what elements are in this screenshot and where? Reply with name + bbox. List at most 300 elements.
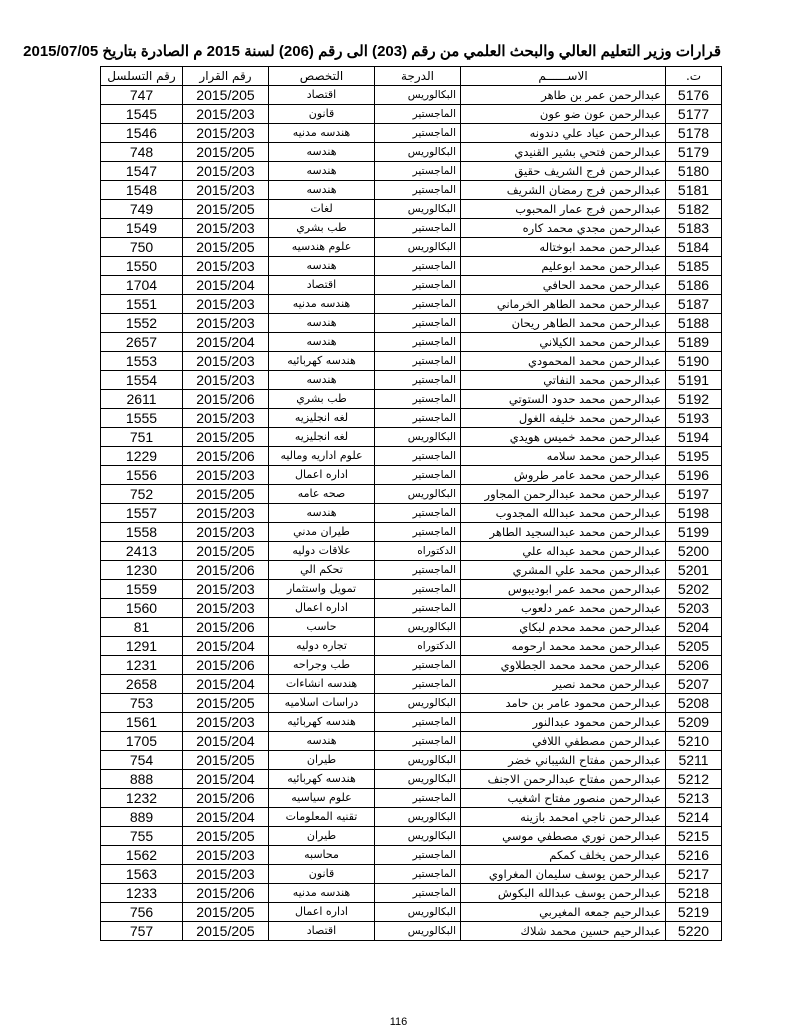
cell-serial: 5200 [666, 542, 722, 561]
cell-degree: الماجستير [375, 884, 461, 903]
table-row [101, 523, 722, 542]
cell-name: عبدالرحمن محمد علي المشري [461, 561, 666, 580]
cell-decision-number: 2015/205 [183, 200, 269, 219]
cell-decision-number: 2015/206 [183, 390, 269, 409]
cell-name: عبدالرحمن فرج الشريف حقيق [461, 162, 666, 181]
table-row [101, 86, 722, 105]
cell-serial: 5203 [666, 599, 722, 618]
cell-sequence-number: 752 [101, 485, 183, 504]
cell-name: عبدالرحمن محمد المحمودي [461, 352, 666, 371]
cell-serial: 5217 [666, 865, 722, 884]
table-row [101, 162, 722, 181]
cell-specialization: طيران [269, 751, 375, 770]
cell-serial: 5186 [666, 276, 722, 295]
cell-decision-number: 2015/203 [183, 409, 269, 428]
cell-specialization: قانون [269, 105, 375, 124]
cell-degree: الماجستير [375, 504, 461, 523]
cell-serial: 5176 [666, 86, 722, 105]
cell-sequence-number: 748 [101, 143, 183, 162]
cell-specialization: هندسه [269, 732, 375, 751]
cell-serial: 5208 [666, 694, 722, 713]
cell-decision-number: 2015/206 [183, 656, 269, 675]
cell-degree: الماجستير [375, 409, 461, 428]
cell-decision-number: 2015/204 [183, 276, 269, 295]
cell-serial: 5218 [666, 884, 722, 903]
header-degree: الدرجة [375, 67, 461, 86]
cell-specialization: طيران مدني [269, 523, 375, 542]
cell-name: عبدالرحمن محمد الطاهر الخرماني [461, 295, 666, 314]
cell-serial: 5214 [666, 808, 722, 827]
cell-serial: 5204 [666, 618, 722, 637]
cell-serial: 5192 [666, 390, 722, 409]
table-row [101, 732, 722, 751]
cell-specialization: هندسه [269, 314, 375, 333]
cell-sequence-number: 1551 [101, 295, 183, 314]
cell-sequence-number: 889 [101, 808, 183, 827]
cell-name: عبدالرحمن مصطفي اللافي [461, 732, 666, 751]
table-row [101, 295, 722, 314]
cell-decision-number: 2015/203 [183, 865, 269, 884]
cell-name: عبدالرحمن محمد عمر دلعوب [461, 599, 666, 618]
cell-sequence-number: 1560 [101, 599, 183, 618]
cell-decision-number: 2015/203 [183, 580, 269, 599]
cell-specialization: هندسه [269, 333, 375, 352]
cell-decision-number: 2015/205 [183, 485, 269, 504]
cell-serial: 5190 [666, 352, 722, 371]
cell-degree: الماجستير [375, 257, 461, 276]
cell-sequence-number: 888 [101, 770, 183, 789]
cell-specialization: هندسه كهربائيه [269, 352, 375, 371]
cell-name: عبدالرحمن محمد محمد الجطلاوي [461, 656, 666, 675]
cell-sequence-number: 751 [101, 428, 183, 447]
cell-decision-number: 2015/206 [183, 447, 269, 466]
cell-sequence-number: 1231 [101, 656, 183, 675]
cell-decision-number: 2015/204 [183, 333, 269, 352]
cell-sequence-number: 1549 [101, 219, 183, 238]
cell-name: عبدالرحمن يوسف سليمان المغراوي [461, 865, 666, 884]
cell-specialization: تقنيه المعلومات [269, 808, 375, 827]
cell-degree: الماجستير [375, 162, 461, 181]
table-row [101, 447, 722, 466]
cell-name: عبدالرحمن فرج رمضان الشريف [461, 181, 666, 200]
cell-specialization: هندسه كهربائيه [269, 770, 375, 789]
table-row [101, 333, 722, 352]
cell-decision-number: 2015/203 [183, 295, 269, 314]
cell-serial: 5213 [666, 789, 722, 808]
cell-sequence-number: 1548 [101, 181, 183, 200]
table-row [101, 751, 722, 770]
table-row [101, 143, 722, 162]
header-serial: ت. [666, 67, 722, 86]
cell-name: عبدالرحمن عياد علي دندونه [461, 124, 666, 143]
table-row [101, 884, 722, 903]
cell-degree: البكالوريس [375, 485, 461, 504]
cell-degree: الماجستير [375, 181, 461, 200]
cell-sequence-number: 81 [101, 618, 183, 637]
table-row [101, 808, 722, 827]
cell-name: عبدالرحمن يخلف كمكم [461, 846, 666, 865]
cell-name: عبدالرحمن محمد الحافي [461, 276, 666, 295]
cell-name: عبدالرحيم جمعه المغيربي [461, 903, 666, 922]
cell-sequence-number: 1546 [101, 124, 183, 143]
cell-name: عبدالرحمن محمد ابوختاله [461, 238, 666, 257]
cell-specialization: هندسه [269, 143, 375, 162]
table-row [101, 637, 722, 656]
cell-specialization: هندسه [269, 504, 375, 523]
table-row [101, 200, 722, 219]
cell-name: عبدالرحمن محمد عبدالرحمن المجاور [461, 485, 666, 504]
cell-decision-number: 2015/203 [183, 599, 269, 618]
cell-sequence-number: 749 [101, 200, 183, 219]
cell-sequence-number: 1557 [101, 504, 183, 523]
table-row [101, 105, 722, 124]
cell-degree: الماجستير [375, 865, 461, 884]
cell-specialization: علوم اداريه وماليه [269, 447, 375, 466]
cell-degree: الدكتوراه [375, 542, 461, 561]
cell-name: عبدالرحمن مجدي محمد كاره [461, 219, 666, 238]
table-row [101, 466, 722, 485]
cell-specialization: اداره اعمال [269, 903, 375, 922]
cell-name: عبدالرحمن ناجي امحمد بازينه [461, 808, 666, 827]
table-row [101, 865, 722, 884]
table-row [101, 675, 722, 694]
cell-serial: 5180 [666, 162, 722, 181]
table-row [101, 428, 722, 447]
cell-decision-number: 2015/204 [183, 770, 269, 789]
header-sequence-number: رقم التسلسل [101, 67, 183, 86]
cell-decision-number: 2015/204 [183, 732, 269, 751]
cell-serial: 5199 [666, 523, 722, 542]
cell-sequence-number: 1562 [101, 846, 183, 865]
table-row [101, 618, 722, 637]
cell-sequence-number: 1561 [101, 713, 183, 732]
cell-name: عبدالرحمن فرج عمار المحبوب [461, 200, 666, 219]
cell-specialization: اقتصاد [269, 276, 375, 295]
cell-name: عبدالرحمن يوسف عبدالله البكوش [461, 884, 666, 903]
cell-decision-number: 2015/203 [183, 713, 269, 732]
cell-specialization: علوم سياسيه [269, 789, 375, 808]
cell-name: عبدالرحمن محمد عامر طروش [461, 466, 666, 485]
cell-serial: 5198 [666, 504, 722, 523]
cell-degree: الماجستير [375, 599, 461, 618]
cell-decision-number: 2015/203 [183, 105, 269, 124]
cell-decision-number: 2015/203 [183, 219, 269, 238]
cell-name: عبدالرحمن محمد خليفه الغول [461, 409, 666, 428]
cell-name: عبدالرحمن عون ضو عون [461, 105, 666, 124]
cell-specialization: اداره اعمال [269, 466, 375, 485]
cell-degree: البكالوريس [375, 922, 461, 941]
cell-decision-number: 2015/206 [183, 561, 269, 580]
cell-specialization: اداره اعمال [269, 599, 375, 618]
cell-name: عبدالرحمن محمد محمد ارحومه [461, 637, 666, 656]
cell-degree: البكالوريس [375, 694, 461, 713]
cell-specialization: دراسات اسلاميه [269, 694, 375, 713]
cell-specialization: حاسب [269, 618, 375, 637]
cell-serial: 5209 [666, 713, 722, 732]
cell-specialization: هندسه مدنيه [269, 295, 375, 314]
table-row [101, 238, 722, 257]
cell-decision-number: 2015/205 [183, 143, 269, 162]
cell-degree: الماجستير [375, 713, 461, 732]
cell-serial: 5187 [666, 295, 722, 314]
cell-decision-number: 2015/206 [183, 884, 269, 903]
cell-serial: 5194 [666, 428, 722, 447]
cell-serial: 5184 [666, 238, 722, 257]
cell-decision-number: 2015/205 [183, 827, 269, 846]
cell-sequence-number: 1704 [101, 276, 183, 295]
cell-decision-number: 2015/206 [183, 789, 269, 808]
cell-decision-number: 2015/203 [183, 371, 269, 390]
table-row [101, 846, 722, 865]
table-row [101, 371, 722, 390]
cell-degree: الماجستير [375, 580, 461, 599]
cell-name: عبدالرحمن محمود عبدالنور [461, 713, 666, 732]
cell-degree: الماجستير [375, 466, 461, 485]
cell-serial: 5216 [666, 846, 722, 865]
cell-specialization: هندسه مدنيه [269, 884, 375, 903]
cell-name: عبدالرحمن محمد الطاهر ريحان [461, 314, 666, 333]
page-number: 116 [389, 1016, 408, 1028]
header-decision-number: رقم القرار [183, 67, 269, 86]
cell-serial: 5177 [666, 105, 722, 124]
cell-degree: البكالوريس [375, 751, 461, 770]
cell-sequence-number: 1553 [101, 352, 183, 371]
cell-name: عبدالرحمن محمد نصير [461, 675, 666, 694]
cell-degree: الماجستير [375, 846, 461, 865]
cell-degree: الماجستير [375, 105, 461, 124]
cell-decision-number: 2015/205 [183, 751, 269, 770]
cell-specialization: قانون [269, 865, 375, 884]
table-row [101, 561, 722, 580]
table-row [101, 827, 722, 846]
cell-serial: 5196 [666, 466, 722, 485]
cell-specialization: هندسه كهربائيه [269, 713, 375, 732]
cell-specialization: هندسه [269, 162, 375, 181]
cell-decision-number: 2015/206 [183, 618, 269, 637]
cell-degree: الماجستير [375, 523, 461, 542]
cell-sequence-number: 753 [101, 694, 183, 713]
cell-specialization: طيران [269, 827, 375, 846]
cell-degree: البكالوريس [375, 618, 461, 637]
cell-serial: 5206 [666, 656, 722, 675]
cell-name: عبدالرحمن مفتاح الشيباني خضر [461, 751, 666, 770]
cell-decision-number: 2015/203 [183, 504, 269, 523]
table-body [101, 86, 722, 941]
table-header-row [101, 67, 722, 86]
cell-sequence-number: 1552 [101, 314, 183, 333]
cell-sequence-number: 1558 [101, 523, 183, 542]
cell-specialization: علاقات دوليه [269, 542, 375, 561]
cell-degree: البكالوريس [375, 238, 461, 257]
cell-degree: الماجستير [375, 124, 461, 143]
cell-specialization: هندسه [269, 181, 375, 200]
cell-serial: 5181 [666, 181, 722, 200]
table-row [101, 922, 722, 941]
cell-specialization: اقتصاد [269, 922, 375, 941]
cell-sequence-number: 750 [101, 238, 183, 257]
cell-decision-number: 2015/205 [183, 238, 269, 257]
header-name: الاســــــم [461, 67, 666, 86]
cell-sequence-number: 1230 [101, 561, 183, 580]
cell-specialization: هندسه [269, 257, 375, 276]
cell-decision-number: 2015/203 [183, 314, 269, 333]
table-row [101, 390, 722, 409]
cell-serial: 5220 [666, 922, 722, 941]
cell-sequence-number: 1229 [101, 447, 183, 466]
cell-sequence-number: 747 [101, 86, 183, 105]
cell-degree: البكالوريس [375, 428, 461, 447]
table-row [101, 124, 722, 143]
cell-decision-number: 2015/203 [183, 124, 269, 143]
cell-serial: 5197 [666, 485, 722, 504]
cell-name: عبدالرحمن محمد النفاتي [461, 371, 666, 390]
cell-degree: الماجستير [375, 314, 461, 333]
table-row [101, 789, 722, 808]
cell-decision-number: 2015/204 [183, 808, 269, 827]
table-row [101, 580, 722, 599]
cell-serial: 5211 [666, 751, 722, 770]
cell-decision-number: 2015/205 [183, 694, 269, 713]
table-row [101, 656, 722, 675]
cell-degree: البكالوريس [375, 827, 461, 846]
table-row [101, 903, 722, 922]
table-row [101, 181, 722, 200]
cell-sequence-number: 756 [101, 903, 183, 922]
cell-name: عبدالرحمن نوري مصطفي موسي [461, 827, 666, 846]
cell-degree: الماجستير [375, 333, 461, 352]
cell-name: عبدالرحمن محمد الكيلاني [461, 333, 666, 352]
cell-specialization: صحه عامه [269, 485, 375, 504]
cell-sequence-number: 1555 [101, 409, 183, 428]
cell-decision-number: 2015/203 [183, 352, 269, 371]
cell-specialization: هندسه مدنيه [269, 124, 375, 143]
table-row [101, 504, 722, 523]
cell-sequence-number: 1556 [101, 466, 183, 485]
cell-serial: 5188 [666, 314, 722, 333]
cell-specialization: اقتصاد [269, 86, 375, 105]
cell-decision-number: 2015/205 [183, 428, 269, 447]
cell-sequence-number: 1547 [101, 162, 183, 181]
cell-specialization: لغه انجليزيه [269, 428, 375, 447]
cell-sequence-number: 1705 [101, 732, 183, 751]
cell-decision-number: 2015/205 [183, 903, 269, 922]
cell-name: عبدالرحمن محمد عمر ابوديبوس [461, 580, 666, 599]
cell-serial: 5215 [666, 827, 722, 846]
document-title: قرارات وزير التعليم العالي والبحث العلمي من رقم (203) الى رقم (206) لسنة 2015 م الصادرة بتاريخ 2015/07/05 [23, 43, 721, 60]
cell-sequence-number: 1550 [101, 257, 183, 276]
cell-specialization: لغه انجليزيه [269, 409, 375, 428]
cell-degree: البكالوريس [375, 903, 461, 922]
cell-name: عبدالرحمن محمود عامر بن حامد [461, 694, 666, 713]
cell-serial: 5205 [666, 637, 722, 656]
table-row [101, 314, 722, 333]
cell-name: عبدالرحمن محمد عبدالله المجدوب [461, 504, 666, 523]
table-row [101, 257, 722, 276]
table-row [101, 599, 722, 618]
cell-degree: الماجستير [375, 656, 461, 675]
cell-degree: الدكتوراه [375, 637, 461, 656]
cell-specialization: تحكم الي [269, 561, 375, 580]
table-row [101, 713, 722, 732]
cell-sequence-number: 2611 [101, 390, 183, 409]
cell-degree: البكالوريس [375, 86, 461, 105]
cell-decision-number: 2015/203 [183, 181, 269, 200]
cell-serial: 5193 [666, 409, 722, 428]
cell-specialization: لغات [269, 200, 375, 219]
cell-sequence-number: 1559 [101, 580, 183, 599]
table-row [101, 770, 722, 789]
cell-specialization: هندسه انشاءات [269, 675, 375, 694]
cell-serial: 5202 [666, 580, 722, 599]
cell-sequence-number: 1554 [101, 371, 183, 390]
table-row [101, 694, 722, 713]
cell-decision-number: 2015/205 [183, 542, 269, 561]
cell-name: عبدالرحمن فتحي بشير القنيدي [461, 143, 666, 162]
cell-degree: الماجستير [375, 295, 461, 314]
cell-sequence-number: 2658 [101, 675, 183, 694]
cell-decision-number: 2015/203 [183, 846, 269, 865]
cell-specialization: تجاره دوليه [269, 637, 375, 656]
header-specialization: التخصص [269, 67, 375, 86]
cell-name: عبدالرحمن محمد محدم لبكاي [461, 618, 666, 637]
cell-specialization: علوم هندسيه [269, 238, 375, 257]
cell-serial: 5207 [666, 675, 722, 694]
table-row [101, 352, 722, 371]
cell-degree: الماجستير [375, 732, 461, 751]
decisions-table [100, 66, 722, 941]
cell-degree: الماجستير [375, 789, 461, 808]
cell-degree: الماجستير [375, 371, 461, 390]
cell-degree: الماجستير [375, 276, 461, 295]
cell-sequence-number: 755 [101, 827, 183, 846]
cell-name: عبدالرحمن محمد خميس هويدي [461, 428, 666, 447]
cell-decision-number: 2015/203 [183, 162, 269, 181]
cell-sequence-number: 1545 [101, 105, 183, 124]
cell-serial: 5195 [666, 447, 722, 466]
cell-serial: 5219 [666, 903, 722, 922]
cell-name: عبدالرحمن منصور مفتاح اشغيب [461, 789, 666, 808]
cell-serial: 5201 [666, 561, 722, 580]
cell-sequence-number: 754 [101, 751, 183, 770]
cell-name: عبدالرحمن محمد سلامه [461, 447, 666, 466]
cell-specialization: طب بشري [269, 219, 375, 238]
cell-serial: 5185 [666, 257, 722, 276]
cell-degree: الماجستير [375, 675, 461, 694]
table-row [101, 276, 722, 295]
cell-serial: 5210 [666, 732, 722, 751]
cell-decision-number: 2015/203 [183, 257, 269, 276]
cell-name: عبدالرحمن عمر بن طاهر [461, 86, 666, 105]
cell-decision-number: 2015/203 [183, 523, 269, 542]
cell-specialization: طب بشري [269, 390, 375, 409]
cell-decision-number: 2015/205 [183, 922, 269, 941]
cell-degree: البكالوريس [375, 770, 461, 789]
cell-name: عبدالرحمن محمد عبداله علي [461, 542, 666, 561]
cell-sequence-number: 1233 [101, 884, 183, 903]
cell-name: عبدالرحمن محمد عبدالسجيد الطاهر [461, 523, 666, 542]
cell-sequence-number: 2413 [101, 542, 183, 561]
cell-decision-number: 2015/204 [183, 675, 269, 694]
cell-name: عبدالرحمن مفتاح عبدالرحمن الاجنف [461, 770, 666, 789]
cell-specialization: هندسه [269, 371, 375, 390]
cell-sequence-number: 1291 [101, 637, 183, 656]
cell-degree: الماجستير [375, 219, 461, 238]
cell-decision-number: 2015/204 [183, 637, 269, 656]
cell-sequence-number: 2657 [101, 333, 183, 352]
cell-name: عبدالرحمن محمد ابوعليم [461, 257, 666, 276]
cell-sequence-number: 1232 [101, 789, 183, 808]
cell-name: عبدالرحيم حسين محمد شلاك [461, 922, 666, 941]
